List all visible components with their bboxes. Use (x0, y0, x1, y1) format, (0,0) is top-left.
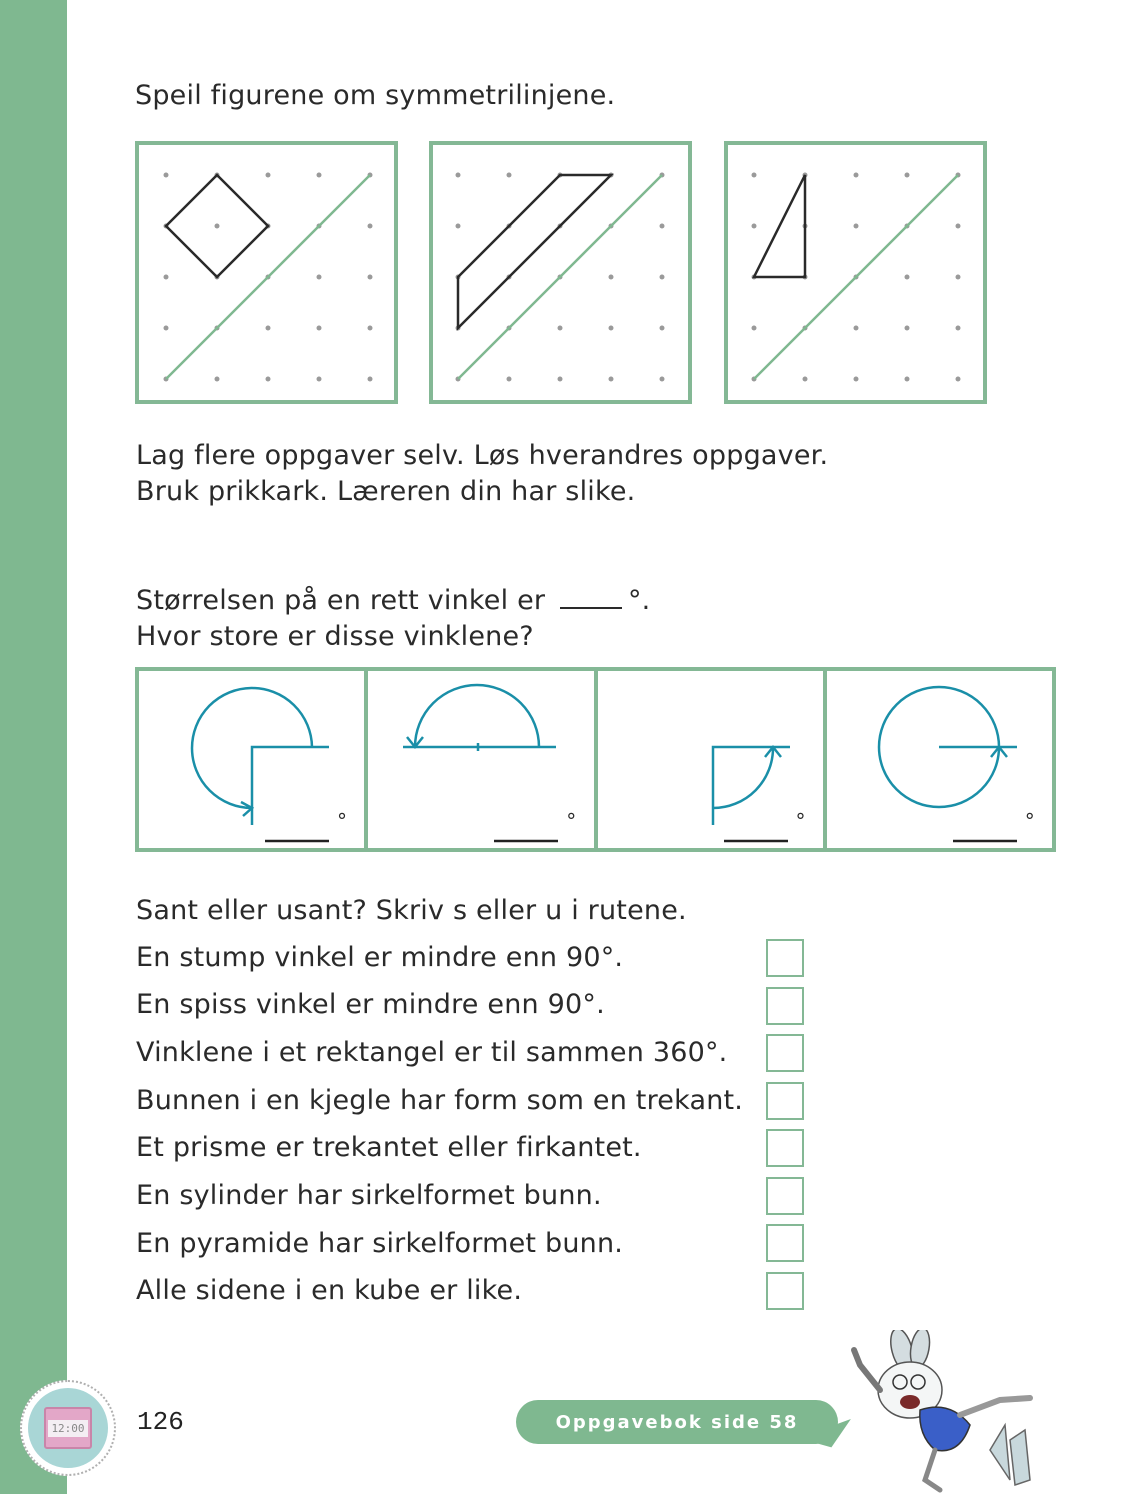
angles-table (135, 667, 1056, 852)
dot-grid-1[interactable] (135, 141, 398, 404)
angle-360-icon (827, 671, 1052, 848)
dot-grid-3[interactable] (724, 141, 987, 404)
answer-box-6[interactable] (766, 1177, 804, 1215)
answer-box-7[interactable] (766, 1224, 804, 1262)
statement-6: En sylinder har sirkelformet bunn. (136, 1180, 602, 1211)
statement-3: Vinklene i et rektangel er til sammen 360°. (136, 1037, 728, 1068)
degree-symbol: ° (795, 809, 806, 833)
angle-360-answer-blank[interactable] (951, 821, 1017, 843)
true-false-instruction: Sant eller usant? Skriv s eller u i rutene. (136, 895, 687, 926)
clock-badge-background (28, 1388, 108, 1468)
angle-cell-180 (368, 671, 597, 848)
statement-5: Et prisme er trekantet eller firkantet. (136, 1132, 642, 1163)
dot-grid-2-drawing (433, 145, 688, 400)
angles-question: Hvor store er disse vinklene? (136, 621, 534, 652)
angle-cell-360 (827, 671, 1052, 848)
page-number: 126 (137, 1407, 184, 1437)
degree-suffix: °. (627, 585, 651, 616)
angle-cell-270 (139, 671, 368, 848)
angle-90-answer-blank[interactable] (722, 821, 788, 843)
dot-grid-3-drawing (728, 145, 983, 400)
mirror-instruction: Speil figurene om symmetrilinjene. (135, 80, 616, 111)
clock-badge (20, 1380, 116, 1476)
make-tasks-line-2: Bruk prikkark. Læreren din har slike. (136, 476, 636, 507)
angle-90-icon (598, 671, 823, 848)
answer-box-8[interactable] (766, 1272, 804, 1310)
statement-7: En pyramide har sirkelformet bunn. (136, 1228, 624, 1259)
angle-cell-90 (598, 671, 827, 848)
right-angle-question-text: Størrelsen på en rett vinkel er (136, 585, 546, 616)
degree-symbol: ° (1024, 809, 1035, 833)
answer-box-2[interactable] (766, 987, 804, 1025)
left-sidebar-bar (0, 0, 67, 1494)
degree-symbol: ° (337, 809, 347, 833)
answer-box-4[interactable] (766, 1082, 804, 1120)
statement-8: Alle sidene i en kube er like. (136, 1275, 523, 1306)
degree-symbol: ° (566, 809, 577, 833)
angle-270-answer-blank[interactable] (263, 821, 329, 843)
angle-270-icon (139, 671, 364, 848)
answer-box-5[interactable] (766, 1129, 804, 1167)
statement-2: En spiss vinkel er mindre enn 90°. (136, 989, 605, 1020)
digital-clock-icon (44, 1407, 92, 1449)
answer-box-3[interactable] (766, 1034, 804, 1072)
angle-180-icon (368, 671, 593, 848)
statement-1: En stump vinkel er mindre enn 90°. (136, 942, 624, 973)
clock-display: 12:00 (48, 1420, 87, 1437)
workbook-reference-bubble: Oppgavebok side 58 (516, 1400, 838, 1444)
right-angle-question (136, 583, 650, 619)
rabbit-mascot-icon (840, 1330, 1040, 1494)
right-angle-answer-blank[interactable] (560, 583, 622, 609)
dot-grid-2[interactable] (429, 141, 692, 404)
angle-180-answer-blank[interactable] (492, 821, 558, 843)
answer-box-1[interactable] (766, 939, 804, 977)
make-tasks-line-1: Lag flere oppgaver selv. Løs hverandres oppgaver. (136, 440, 829, 471)
dot-grid-1-drawing (139, 145, 394, 400)
statement-4: Bunnen i en kjegle har form som en trekant. (136, 1085, 744, 1116)
